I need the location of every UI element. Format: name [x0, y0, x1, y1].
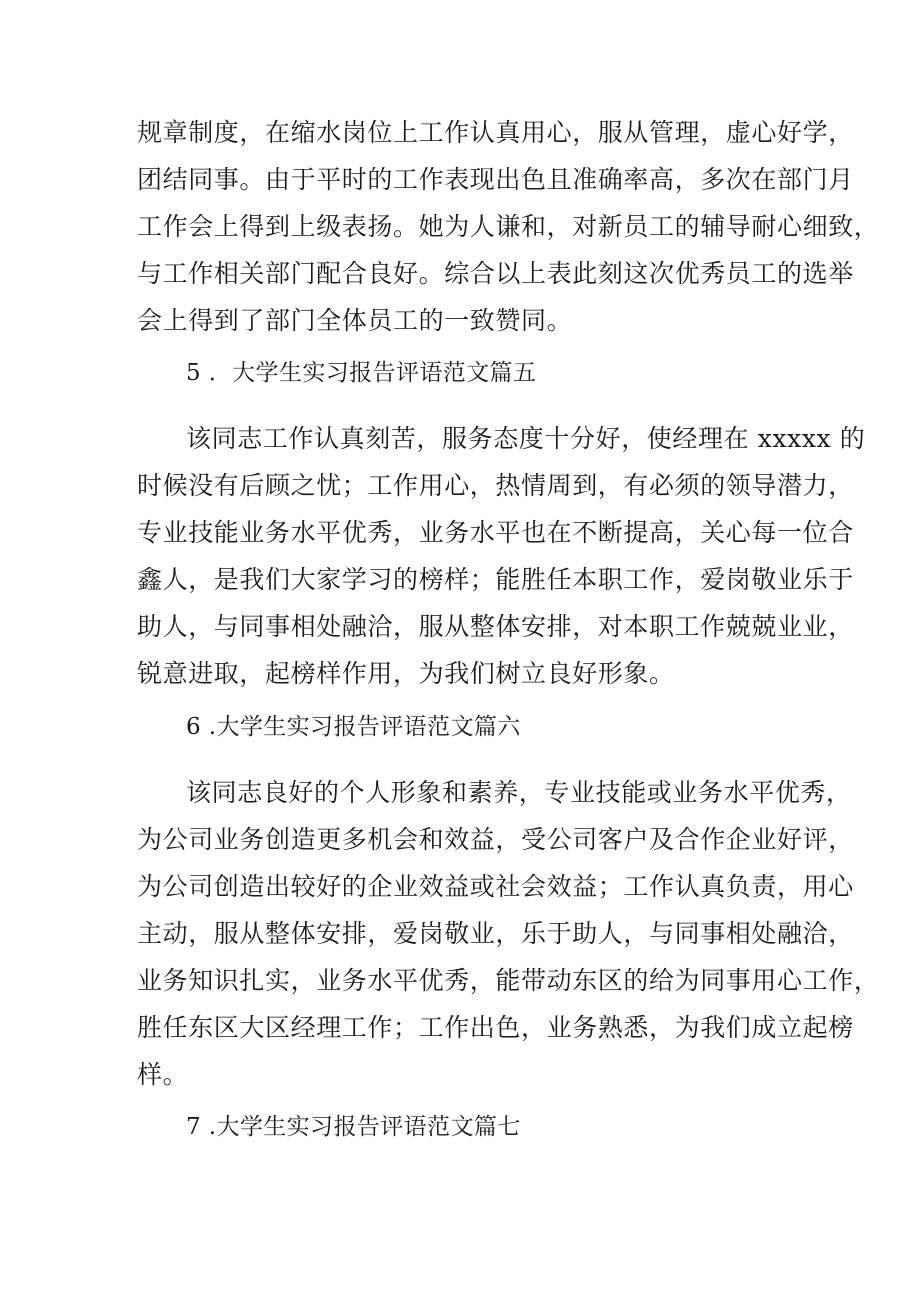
paragraph-line: 锐意进取，起榜样作用，为我们树立良好形象。	[137, 659, 675, 688]
paragraph-line: 鑫人，是我们大家学习的榜样；能胜任本职工作，爱岗敬业乐于	[137, 565, 854, 594]
paragraph-line: 与工作相关部门配合良好。综合以上表此刻这次优秀员工的选举	[137, 259, 854, 288]
paragraph-line: 助人，与同事相处融洽，服从整体安排，对本职工作兢兢业业，	[137, 612, 854, 641]
paragraph-line: 为公司创造出较好的企业效益或社会效益；工作认真负责，用心	[137, 872, 854, 901]
paragraph-line: 样。	[137, 1060, 189, 1089]
paragraph-line: 时候没有后顾之忧；工作用心，热情周到，有必须的领导潜力，	[137, 471, 854, 500]
paragraph-line: 团结同事。由于平时的工作表现出色且准确率高，多次在部门月	[137, 165, 854, 194]
paragraph-line: 规章制度，在缩水岗位上工作认真用心，服从管理，虚心好学，	[137, 118, 854, 147]
paragraph-line: 该同志工作认真刻苦，服务态度十分好，使经理在 xxxxx 的	[186, 424, 866, 453]
paragraph-line: 工作会上得到上级表扬。她为人谦和，对新员工的辅导耐心细致，	[137, 212, 880, 241]
paragraph-line: 专业技能业务水平优秀，业务水平也在不断提高，关心每一位合	[137, 518, 854, 547]
section-heading-5: 5 ．大学生实习报告评语范文篇五	[186, 360, 537, 386]
paragraph-line: 主动，服从整体安排，爱岗敬业，乐于助人，与同事相处融洽，	[137, 919, 854, 948]
paragraph-line: 会上得到了部门全体员工的一致赞同。	[137, 306, 573, 335]
paragraph-line: 业务知识扎实，业务水平优秀，能带动东区的给为同事用心工作，	[137, 966, 880, 995]
paragraph-line: 该同志良好的个人形象和素养，专业技能或业务水平优秀，	[186, 778, 852, 807]
section-heading-6: 6 .大学生实习报告评语范文篇六	[186, 714, 521, 740]
paragraph-line: 胜任东区大区经理工作；工作出色，业务熟悉，为我们成立起榜	[137, 1013, 854, 1042]
paragraph-line: 为公司业务创造更多机会和效益，受公司客户及合作企业好评，	[137, 825, 854, 854]
section-heading-7: 7 .大学生实习报告评语范文篇七	[186, 1114, 521, 1140]
